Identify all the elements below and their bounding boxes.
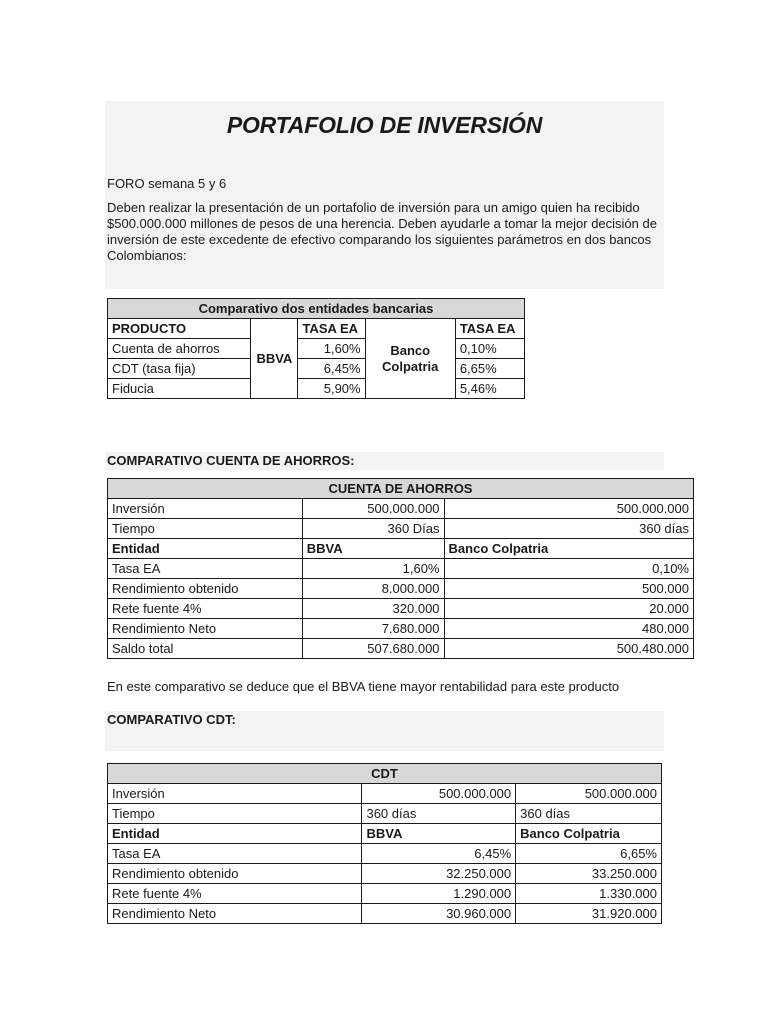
- row-label: Saldo total: [108, 639, 303, 659]
- table-row: [108, 804, 662, 824]
- bbva-value: 32.250.000: [362, 864, 516, 884]
- comparativo-table: [107, 298, 525, 399]
- bank2-line2: Colpatria: [382, 358, 439, 374]
- product-cell: Cuenta de ahorros: [108, 339, 251, 359]
- table-row: [108, 824, 662, 844]
- foro-label: FORO semana 5 y 6: [107, 176, 227, 191]
- page-title: PORTAFOLIO DE INVERSIÓN: [226, 112, 543, 138]
- bbva-value: 6,45%: [362, 844, 516, 864]
- colpatria-value: 33.250.000: [516, 864, 662, 884]
- description-paragraph: Deben realizar la presentación de un portafolio de inversión para un amigo quien ha recibido $500.000.000 millones de pesos de una herencia. Deben ayudarle a tomar la mejor decisión de inversión de este excedente de efectivo comparando los siguientes parámetros en dos bancos Colombianos:: [107, 200, 657, 263]
- table-row: [108, 784, 662, 804]
- ahorros-section-label: COMPARATIVO CUENTA DE AHORROS:: [107, 453, 355, 468]
- bbva-value: 507.680.000: [302, 639, 444, 659]
- ahorros-table-title: CUENTA DE AHORROS: [108, 479, 694, 499]
- rate2-cell: 5,46%: [455, 379, 524, 399]
- cdt-table: [107, 763, 662, 924]
- rate2-cell: 6,65%: [455, 359, 524, 379]
- table-row: [108, 519, 694, 539]
- rate1-cell: 5,90%: [298, 379, 365, 399]
- rate1-cell: 6,45%: [298, 359, 365, 379]
- row-label: Tasa EA: [108, 844, 362, 864]
- row-label: Rendimiento Neto: [108, 619, 303, 639]
- colpatria-value: 31.920.000: [516, 904, 662, 924]
- table-row: [108, 884, 662, 904]
- colpatria-value: 1.330.000: [516, 884, 662, 904]
- bbva-value: 500.000.000: [302, 499, 444, 519]
- row-label: Rete fuente 4%: [108, 599, 303, 619]
- colpatria-value: 360 días: [444, 519, 693, 539]
- table-row: [108, 359, 525, 379]
- row-label: Inversión: [108, 784, 362, 804]
- row-label: Tiempo: [108, 519, 303, 539]
- row-label: Entidad: [108, 824, 362, 844]
- table-row: [108, 499, 694, 519]
- rate2-cell: 0,10%: [455, 339, 524, 359]
- colpatria-value: 500.480.000: [444, 639, 693, 659]
- table-row: [108, 599, 694, 619]
- table-row: [108, 639, 694, 659]
- bbva-value: 7.680.000: [302, 619, 444, 639]
- bank2-line1: Banco: [390, 342, 431, 358]
- row-label: Rendimiento obtenido: [108, 579, 303, 599]
- table-row: [108, 864, 662, 884]
- row-label: Rete fuente 4%: [108, 884, 362, 904]
- bbva-value: BBVA: [362, 824, 516, 844]
- bank2-cell: [365, 319, 455, 399]
- cdt-section-label: COMPARATIVO CDT:: [107, 712, 236, 727]
- row-label: Inversión: [108, 499, 303, 519]
- table-row: [108, 579, 694, 599]
- table-row: [108, 559, 694, 579]
- bbva-value: 8.000.000: [302, 579, 444, 599]
- colpatria-value: 500.000.000: [516, 784, 662, 804]
- bbva-value: 320.000: [302, 599, 444, 619]
- table-row: [108, 844, 662, 864]
- rate1-cell: 1,60%: [298, 339, 365, 359]
- colpatria-value: Banco Colpatria: [516, 824, 662, 844]
- table-row: [108, 379, 525, 399]
- colpatria-value: Banco Colpatria: [444, 539, 693, 559]
- colpatria-value: 480.000: [444, 619, 693, 639]
- table-row: [108, 339, 525, 359]
- bbva-value: BBVA: [302, 539, 444, 559]
- cdt-table-title: CDT: [108, 764, 662, 784]
- bbva-value: 500.000.000: [362, 784, 516, 804]
- row-label: Tasa EA: [108, 559, 303, 579]
- row-label: Rendimiento Neto: [108, 904, 362, 924]
- bbva-value: 360 días: [362, 804, 516, 824]
- comparativo-title: Comparativo dos entidades bancarias: [108, 299, 525, 319]
- colpatria-value: 6,65%: [516, 844, 662, 864]
- col-tasa1-header: TASA EA: [298, 319, 365, 339]
- col-tasa2-header: TASA EA: [455, 319, 524, 339]
- ahorros-conclusion: En este comparativo se deduce que el BBVA tiene mayor rentabilidad para este producto: [107, 679, 620, 694]
- colpatria-value: 500.000.000: [444, 499, 693, 519]
- row-label: Entidad: [108, 539, 303, 559]
- row-label: Rendimiento obtenido: [108, 864, 362, 884]
- bbva-value: 30.960.000: [362, 904, 516, 924]
- colpatria-value: 0,10%: [444, 559, 693, 579]
- bbva-value: 360 Días: [302, 519, 444, 539]
- col-producto-header: PRODUCTO: [108, 319, 251, 339]
- table-row: [108, 539, 694, 559]
- bank1-cell: BBVA: [251, 319, 298, 399]
- colpatria-value: 500.000: [444, 579, 693, 599]
- bbva-value: 1,60%: [302, 559, 444, 579]
- table-row: [108, 904, 662, 924]
- product-cell: CDT (tasa fija): [108, 359, 251, 379]
- bbva-value: 1.290.000: [362, 884, 516, 904]
- row-label: Tiempo: [108, 804, 362, 824]
- colpatria-value: 20.000: [444, 599, 693, 619]
- product-cell: Fiducia: [108, 379, 251, 399]
- table-row: [108, 619, 694, 639]
- ahorros-table: [107, 478, 694, 659]
- colpatria-value: 360 días: [516, 804, 662, 824]
